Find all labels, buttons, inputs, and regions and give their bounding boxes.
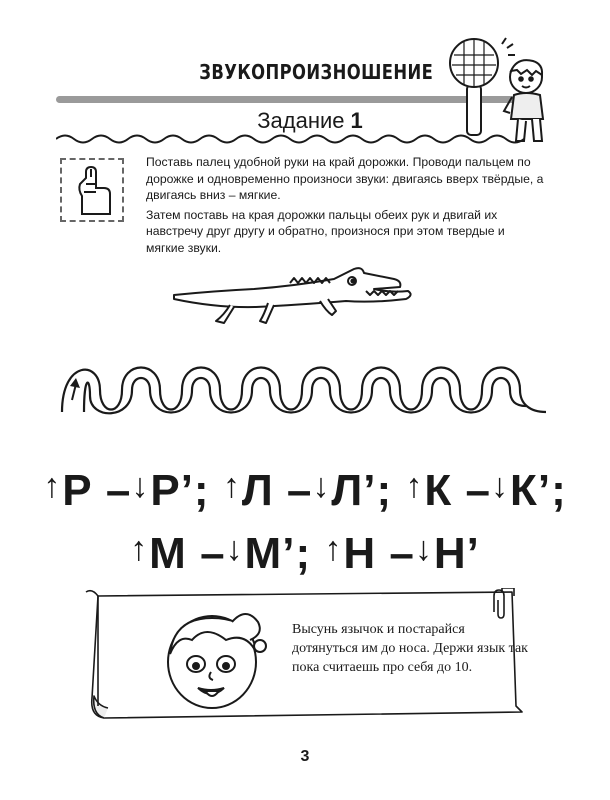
down-arrow-icon: ↓ bbox=[312, 467, 331, 505]
start-arrow-icon bbox=[70, 378, 80, 400]
dash: – bbox=[200, 529, 226, 578]
up-arrow-icon: ↑ bbox=[222, 467, 241, 505]
sound-soft-l: Л’ bbox=[331, 466, 377, 515]
sound-hard-n: Н bbox=[343, 529, 377, 578]
up-arrow-icon: ↑ bbox=[405, 467, 424, 505]
sound-row-2 bbox=[0, 529, 610, 579]
crocodile-illustration bbox=[170, 265, 420, 335]
down-arrow-icon: ↓ bbox=[414, 530, 433, 568]
dash: – bbox=[105, 466, 132, 515]
pointing-hand-icon bbox=[62, 160, 122, 220]
dash: – bbox=[465, 466, 491, 515]
sound-hard-l: Л bbox=[241, 466, 274, 515]
hand-icon-frame bbox=[60, 158, 124, 222]
note-text: Высунь язычок и постарайся дотянуться им до носа. Держи язык так пока считаешь про себя до 10. bbox=[292, 622, 528, 675]
dash: – bbox=[389, 529, 415, 578]
page-number: 3 bbox=[300, 748, 310, 765]
separator: ; bbox=[376, 466, 393, 515]
instruction-paragraph-2: Затем поставь на края дорожки пальцы обеих рук и двигай их навстречу друг другу и обратно, произнося при этом твердые и мягкие звуки. bbox=[146, 207, 505, 255]
sound-soft-n: Н’ bbox=[433, 529, 480, 578]
wave-divider bbox=[56, 131, 526, 147]
sound-hard-r: Р bbox=[62, 466, 93, 515]
sound-soft-r: Р’ bbox=[150, 466, 194, 515]
sound-hard-m: М bbox=[149, 529, 187, 578]
up-arrow-icon: ↑ bbox=[43, 467, 62, 505]
sound-soft-m: М’ bbox=[244, 529, 296, 578]
down-arrow-icon: ↓ bbox=[131, 467, 150, 505]
down-arrow-icon: ↓ bbox=[225, 530, 244, 568]
page-title: ЗВУКОПРОИЗНОШЕНИЕ bbox=[199, 60, 434, 84]
tracing-path bbox=[60, 350, 550, 420]
sound-soft-k: К’ bbox=[509, 466, 552, 515]
instructions bbox=[146, 154, 544, 259]
dash: – bbox=[286, 466, 313, 515]
task-label: Задание bbox=[257, 108, 345, 133]
task-number: 1 bbox=[350, 108, 363, 133]
up-arrow-icon: ↑ bbox=[130, 530, 149, 568]
sound-row-1 bbox=[0, 466, 610, 516]
separator: ; bbox=[295, 529, 312, 578]
sound-hard-k: К bbox=[424, 466, 453, 515]
down-arrow-icon: ↓ bbox=[490, 467, 509, 505]
separator: ; bbox=[551, 466, 567, 515]
instruction-paragraph-1: Поставь палец удобной руки на край дорожки. Проводи пальцем по дорожке и одновременно произноси звуки: двигаясь вверх твёрдые, а двигаясь вниз – мягкие. bbox=[146, 155, 544, 202]
separator: ; bbox=[193, 466, 210, 515]
up-arrow-icon: ↑ bbox=[324, 530, 343, 568]
